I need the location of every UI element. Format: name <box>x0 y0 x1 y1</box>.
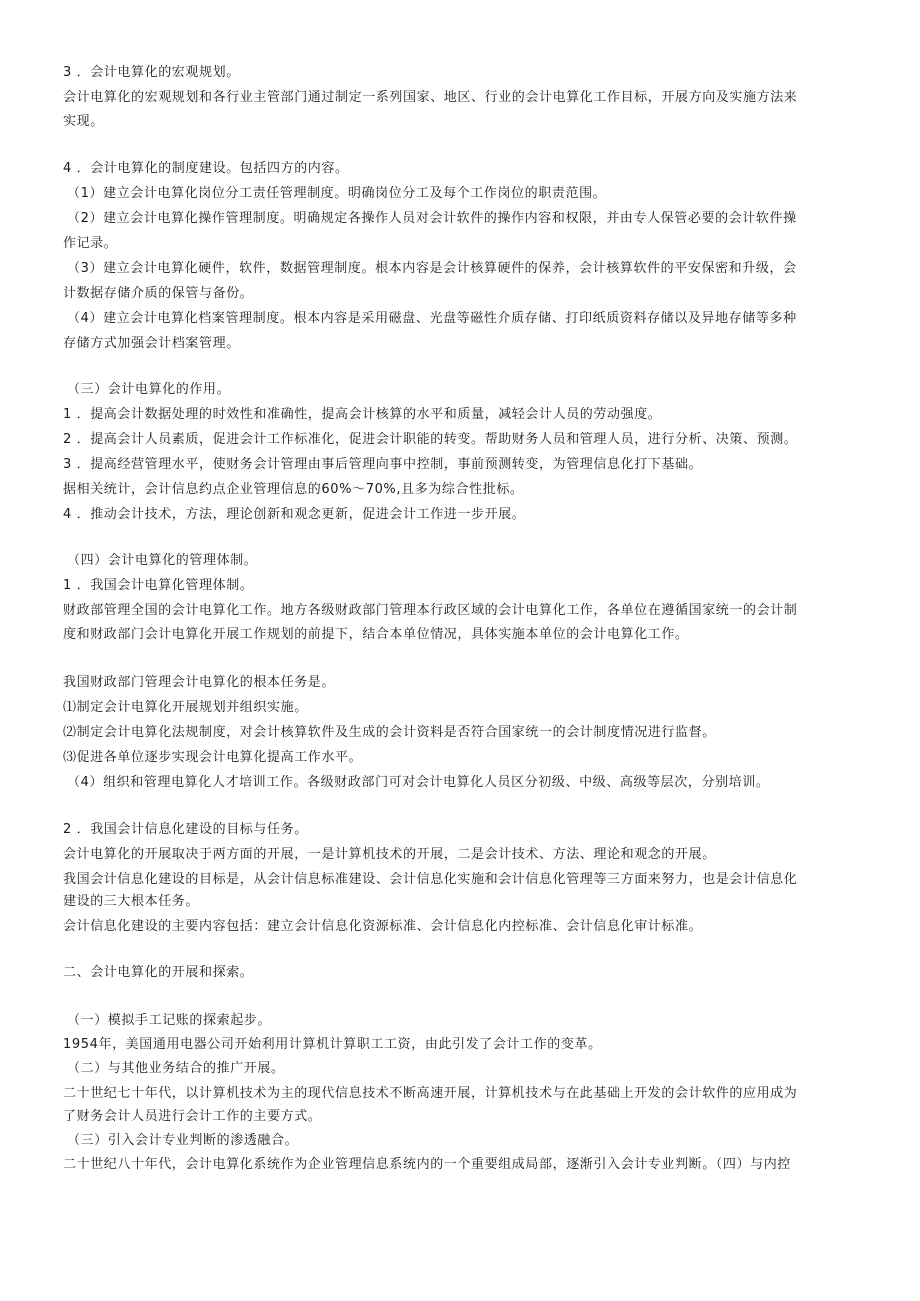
paragraph-line: 计数据存储介质的保管与备份。 <box>63 286 254 301</box>
list-item: 1 ．提高会计数据处理的时效性和准确性，提高会计核算的水平和质量，减轻会计人员的劳动强度。 <box>63 407 662 422</box>
section-heading-development: 二、会计电算化的开展和探索。 <box>63 965 254 980</box>
paragraph-line: 实现。 <box>63 114 104 129</box>
heading-macro-planning: 3 ．会计电算化的宏观规划。 <box>63 65 240 80</box>
paragraph-line: 作记录。 <box>63 236 118 251</box>
list-item: （4）组织和管理电算化人才培训工作。各级财政部门可对会计电算化人员区分初级、中级、高级等层次，分别培训。 <box>67 775 770 790</box>
paragraph-line: 建设的三大根本任务。 <box>63 894 200 909</box>
list-item: ⑵制定会计电算化法规制度，对会计核算软件及生成的会计资料是否符合国家统一的会计制度情况进行监督。 <box>63 725 716 740</box>
section-heading-management: （四）会计电算化的管理体制。 <box>67 553 258 568</box>
paragraph-line: 据相关统计，会计信息约点企业管理信息的60%～70%,且多为综合性批标。 <box>63 482 524 497</box>
paragraph-line: 会计信息化建设的主要内容包括：建立会计信息化资源标准、会计信息化内控标准、会计信息化审计标准。 <box>63 919 703 934</box>
paragraph-line: 存储方式加强会计档案管理。 <box>63 336 240 351</box>
subsection-heading: （二）与其他业务结合的推广开展。 <box>67 1061 285 1076</box>
subsection-heading: （一）模拟手工记账的探索起步。 <box>67 1013 272 1028</box>
list-item: （2）建立会计电算化操作管理制度。明确规定各操作人员对会计软件的操作内容和权限，并由专人保管必要的会计软件操 <box>67 211 797 226</box>
paragraph-line: 我国财政部门管理会计电算化的根本任务是。 <box>63 675 336 690</box>
list-item: ⑶促进各单位逐步实现会计电算化提高工作水平。 <box>63 750 363 765</box>
list-item: ⑴制定会计电算化开展规划并组织实施。 <box>63 700 308 715</box>
paragraph-line: 1954年，美国通用电器公司开始利用计算机计算职工工资，由此引发了会计工作的变革。 <box>63 1037 602 1052</box>
subsection-heading: （三）引入会计专业判断的渗透融合。 <box>67 1133 299 1148</box>
heading-system-building: 4 ．会计电算化的制度建设。包括四方的内容。 <box>63 161 349 176</box>
paragraph-line: 会计电算化的宏观规划和各行业主管部门通过制定一系列国家、地区、行业的会计电算化工作目标，开展方向及实施方法来 <box>63 90 798 105</box>
paragraph-line: 了财务会计人员进行会计工作的主要方式。 <box>63 1109 322 1124</box>
list-item: 3 ．提高经营管理水平，使财务会计管理由事后管理向事中控制，事前预测转变，为管理信息化打下基础。 <box>63 457 703 472</box>
list-item: 2 ．提高会计人员素质，促进会计工作标准化，促进会计职能的转变。帮助财务人员和管理人员，进行分析、决策、预测。 <box>63 432 798 447</box>
paragraph-line: 度和财政部门会计电算化开展工作规划的前提下，结合本单位情况，具体实施本单位的会计电算化工作。 <box>63 627 689 642</box>
paragraph-line: 财政部管理全国的会计电算化工作。地方各级财政部门管理本行政区域的会计电算化工作，各单位在遵循国家统一的会计制 <box>63 603 798 618</box>
list-item: （1）建立会计电算化岗位分工责任管理制度。明确岗位分工及每个工作岗位的职责范围。 <box>67 186 607 201</box>
subheading: 1 ．我国会计电算化管理体制。 <box>63 578 254 593</box>
list-item: 4 ．推动会计技术，方法，理论创新和观念更新，促进会计工作进一步开展。 <box>63 507 526 522</box>
paragraph-line: 会计电算化的开展取决于两方面的开展，一是计算机技术的开展，二是会计技术、方法、理论和观念的开展。 <box>63 847 716 862</box>
paragraph-line: 二十世纪八十年代，会计电算化系统作为企业管理信息系统内的一个重要组成局部，逐渐引入会计专业判断。（四）与内控 <box>63 1157 791 1172</box>
paragraph-line: 我国会计信息化建设的目标是，从会计信息标准建设、会计信息化实施和会计信息化管理等三方面来努力，也是会计信息化 <box>63 872 798 887</box>
list-item: （4）建立会计电算化档案管理制度。根本内容是采用磁盘、光盘等磁性介质存储、打印纸质资料存储以及异地存储等多种 <box>67 311 797 326</box>
subheading: 2 ．我国会计信息化建设的目标与任务。 <box>63 822 308 837</box>
paragraph-line: 二十世纪七十年代，以计算机技术为主的现代信息技术不断高速开展，计算机技术与在此基础上开发的会计软件的应用成为 <box>63 1086 798 1101</box>
section-heading-role: （三）会计电算化的作用。 <box>67 382 231 397</box>
list-item: （3）建立会计电算化硬件，软件，数据管理制度。根本内容是会计核算硬件的保养，会计核算软件的平安保密和升级，会 <box>67 261 797 276</box>
